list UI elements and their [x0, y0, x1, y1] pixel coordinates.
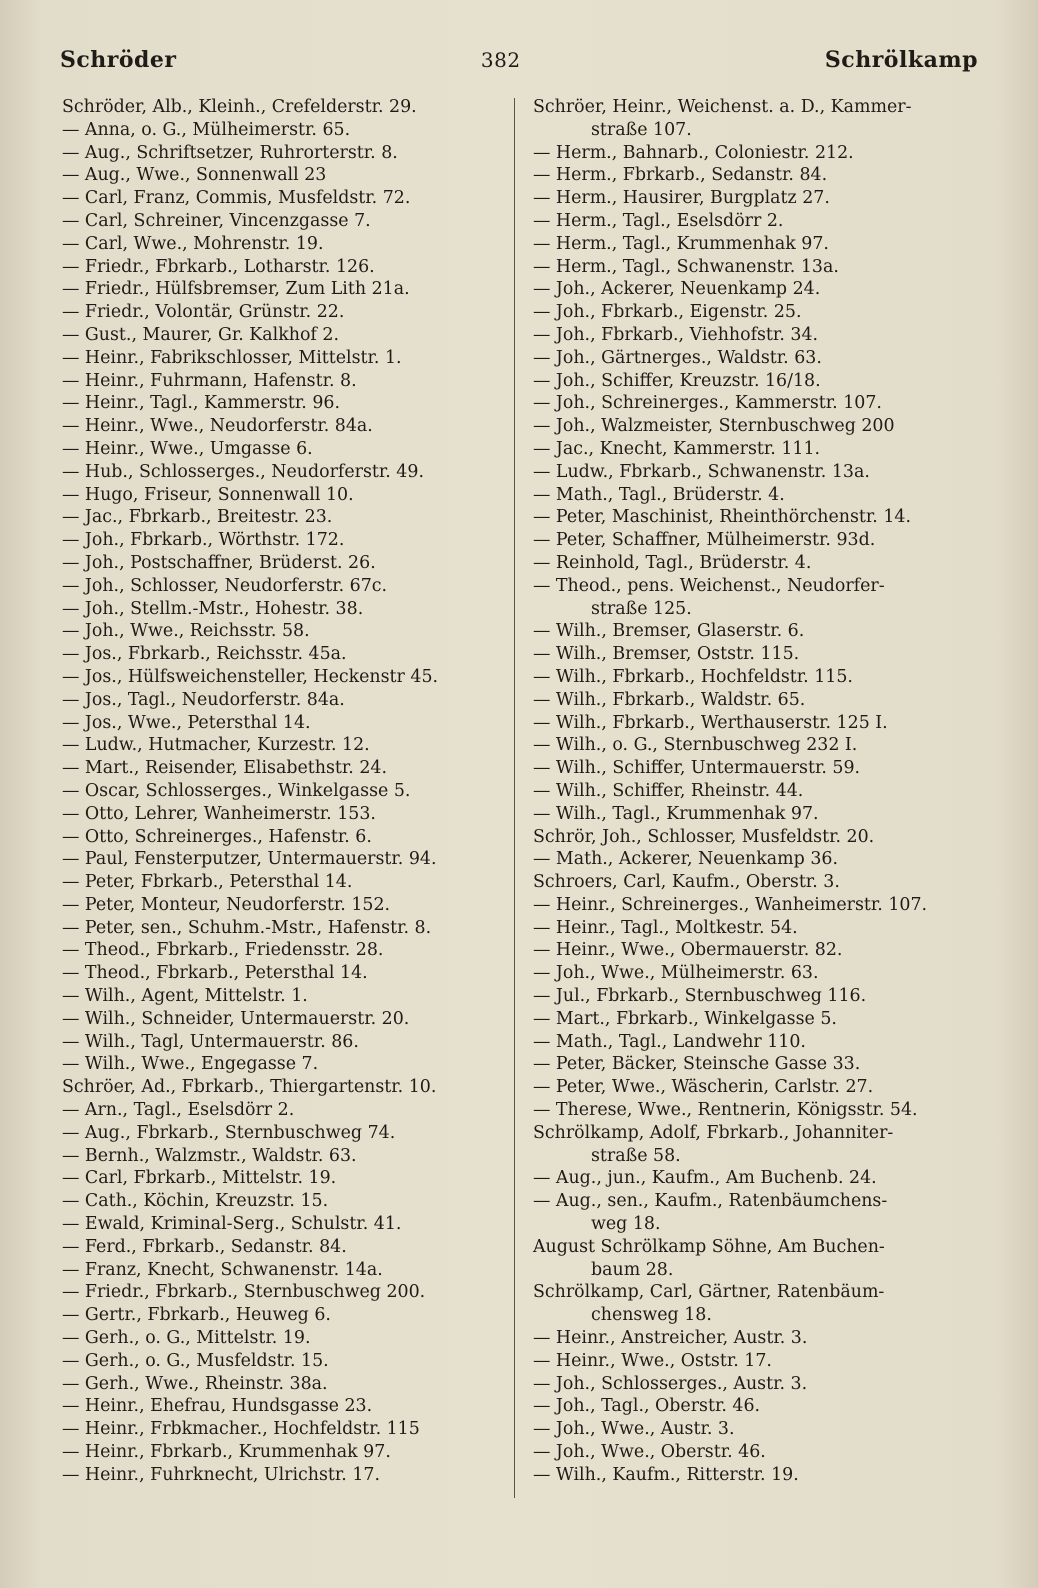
directory-entry: — Mart., Reisender, Elisabethstr. 24. [62, 758, 387, 779]
directory-entry: — Ewald, Kriminal-Serg., Schulstr. 41. [62, 1214, 402, 1235]
directory-entry: — Heinr., Wwe., Umgasse 6. [62, 438, 313, 459]
directory-entry: — Joh., Fbrkarb., Viehhofstr. 34. [533, 324, 819, 345]
directory-entry: — Reinhold, Tagl., Brüderstr. 4. [533, 552, 812, 573]
directory-entry: — Gertr., Fbrkarb., Heuweg 6. [62, 1305, 331, 1326]
directory-entry: — Mart., Fbrkarb., Winkelgasse 5. [533, 1008, 837, 1029]
directory-entry: — Jos., Tagl., Neudorferstr. 84a. [62, 689, 345, 710]
directory-entry: — Herm., Hausirer, Burgplatz 27. [533, 188, 830, 209]
directory-entry: — Aug., jun., Kaufm., Am Buchenb. 24. [533, 1168, 877, 1189]
directory-entry: — Herm., Tagl., Eselsdörr 2. [533, 210, 784, 231]
directory-entry-continuation: straße 125. [591, 598, 692, 619]
directory-entry: — Aug., Schriftsetzer, Ruhrorterstr. 8. [62, 142, 398, 163]
directory-entry: — Joh., Tagl., Oberstr. 46. [533, 1396, 761, 1417]
directory-entry: — Theod., pens. Weichenst., Neudorfer- [533, 575, 885, 596]
directory-entry: — Heinr., Fuhrmann, Hafenstr. 8. [62, 370, 357, 391]
directory-entry: — Joh., Schlosser, Neudorferstr. 67c. [62, 575, 388, 596]
directory-entry: — Friedr., Hülfsbremser, Zum Lith 21a. [62, 279, 410, 300]
directory-entry: — Herm., Tagl., Schwanenstr. 13a. [533, 256, 839, 277]
directory-entry: — Joh., Fbrkarb., Eigenstr. 25. [533, 302, 802, 323]
directory-entry: — Gust., Maurer, Gr. Kalkhof 2. [62, 324, 339, 345]
directory-entry: — Otto, Lehrer, Wanheimerstr. 153. [62, 803, 376, 824]
directory-entry: — Heinr., Tagl., Kammerstr. 96. [62, 393, 340, 414]
directory-entry: — Anna, o. G., Mülheimerstr. 65. [62, 119, 351, 140]
directory-entry: — Otto, Schreinerges., Hafenstr. 6. [62, 826, 372, 847]
directory-entry: — Peter, Wwe., Wäscherin, Carlstr. 27. [533, 1077, 874, 1098]
directory-entry: — Joh., Gärtnerges., Waldstr. 63. [533, 347, 822, 368]
directory-entry: — Peter, Maschinist, Rheinthörchenstr. 14. [533, 507, 911, 528]
directory-entry: — Hugo, Friseur, Sonnenwall 10. [62, 484, 354, 505]
directory-entry: — Wilh., Schneider, Untermauerstr. 20. [62, 1008, 410, 1029]
page-number: 382 [480, 48, 521, 72]
directory-entry: — Wilh., Fbrkarb., Werthauserstr. 125 I. [533, 712, 888, 733]
directory-entry: Schröer, Heinr., Weichenst. a. D., Kammer- [533, 97, 912, 117]
directory-entry: Schrör, Joh., Schlosser, Musfeldstr. 20. [533, 826, 875, 847]
header-right-keyword: Schrölkamp [824, 47, 978, 73]
directory-entry: — Joh., Schiffer, Kreuzstr. 16/18. [533, 370, 821, 391]
directory-entry: — Jos., Hülfsweichensteller, Heckenstr 45. [62, 666, 439, 687]
directory-entry: — Jos., Wwe., Petersthal 14. [62, 712, 311, 733]
directory-entry: — Heinr., Fbrkarb., Krummenhak 97. [62, 1442, 391, 1463]
directory-entry: — Cath., Köchin, Kreuzstr. 15. [62, 1191, 329, 1212]
directory-entry: — Peter, Fbrkarb., Petersthal 14. [62, 872, 353, 893]
directory-entry: — Joh., Wwe., Austr. 3. [533, 1419, 735, 1440]
directory-entry: — Heinr., Fabrikschlosser, Mittelstr. 1. [62, 347, 402, 368]
directory-entry-continuation: chensweg 18. [591, 1305, 712, 1326]
directory-entry: — Friedr., Volontär, Grünstr. 22. [62, 302, 345, 323]
directory-entry: — Carl, Franz, Commis, Musfeldstr. 72. [62, 188, 411, 209]
directory-entry: — Aug., Wwe., Sonnenwall 23 [62, 165, 327, 186]
directory-entry: — Gerh., Wwe., Rheinstr. 38a. [62, 1373, 328, 1394]
directory-entry: — Theod., Fbrkarb., Friedensstr. 28. [62, 940, 384, 961]
directory-entry: — Wilh., Bremser, Glaserstr. 6. [533, 621, 805, 642]
directory-entry: — Joh., Wwe., Reichsstr. 58. [62, 621, 310, 642]
directory-entry: — Ferd., Fbrkarb., Sedanstr. 84. [62, 1236, 347, 1257]
directory-entry: — Carl, Fbrkarb., Mittelstr. 19. [62, 1168, 337, 1189]
directory-entry: — Joh., Wwe., Oberstr. 46. [533, 1442, 766, 1463]
directory-entry: — Jos., Fbrkarb., Reichsstr. 45a. [62, 644, 347, 665]
column-divider [514, 98, 515, 1498]
directory-entry: — Carl, Schreiner, Vincenzgasse 7. [62, 210, 371, 231]
directory-entry: — Jac., Fbrkarb., Breitestr. 23. [62, 507, 333, 528]
directory-entry: — Arn., Tagl., Eselsdörr 2. [62, 1100, 295, 1121]
directory-entry: — Wilh., Kaufm., Ritterstr. 19. [533, 1464, 799, 1485]
directory-entry: — Bernh., Walzmstr., Waldstr. 63. [62, 1145, 357, 1166]
directory-entry: — Heinr., Wwe., Oststr. 17. [533, 1350, 772, 1371]
directory-entry: — Heinr., Fuhrknecht, Ulrichstr. 17. [62, 1464, 380, 1485]
directory-entry: — Franz, Knecht, Schwanenstr. 14a. [62, 1259, 383, 1280]
directory-entry: — Math., Tagl., Landwehr 110. [533, 1031, 806, 1052]
columns [62, 96, 990, 1498]
directory-entry: — Friedr., Fbrkarb., Sternbuschweg 200. [62, 1282, 426, 1303]
directory-entry: — Joh., Wwe., Mülheimerstr. 63. [533, 963, 819, 984]
directory-entry: August Schrölkamp Söhne, Am Buchen- [533, 1236, 885, 1257]
directory-entry-continuation: straße 58. [591, 1145, 681, 1166]
directory-entry: — Carl, Wwe., Mohrenstr. 19. [62, 233, 324, 254]
directory-entry: — Wilh., Fbrkarb., Waldstr. 65. [533, 689, 806, 710]
directory-entry: — Paul, Fensterputzer, Untermauerstr. 94. [62, 849, 437, 870]
directory-entry: Schröder, Alb., Kleinh., Crefelderstr. 29. [62, 97, 417, 117]
header-left-keyword: Schröder [60, 47, 177, 73]
directory-entry: — Heinr., Anstreicher, Austr. 3. [533, 1328, 808, 1349]
directory-entry: — Joh., Fbrkarb., Wörthstr. 172. [62, 530, 345, 551]
directory-entry: — Wilh., Bremser, Oststr. 115. [533, 644, 800, 665]
directory-entry: — Heinr., Ehefrau, Hundsgasse 23. [62, 1396, 373, 1417]
directory-entry: — Joh., Schlosserges., Austr. 3. [533, 1373, 808, 1394]
directory-entry: — Wilh., Schiffer, Rheinstr. 44. [533, 780, 804, 801]
directory-entry: — Aug., Fbrkarb., Sternbuschweg 74. [62, 1122, 396, 1143]
directory-entry: — Herm., Bahnarb., Coloniestr. 212. [533, 142, 854, 163]
directory-entry: — Friedr., Fbrkarb., Lotharstr. 126. [62, 256, 375, 277]
directory-entry: — Theod., Fbrkarb., Petersthal 14. [62, 963, 368, 984]
directory-entry: — Wilh., Wwe., Engegasse 7. [62, 1054, 319, 1075]
directory-entry: — Aug., sen., Kaufm., Ratenbäumchens- [533, 1191, 888, 1212]
directory-entry: — Wilh., Agent, Mittelstr. 1. [62, 986, 308, 1007]
directory-entry: — Wilh., o. G., Sternbuschweg 232 I. [533, 735, 858, 756]
directory-entry: — Joh., Postschaffner, Brüderst. 26. [62, 552, 376, 573]
directory-entry-continuation: baum 28. [591, 1259, 674, 1280]
directory-entry: — Ludw., Fbrkarb., Schwanenstr. 13a. [533, 461, 870, 482]
directory-entry: — Joh., Schreinerges., Kammerstr. 107. [533, 393, 882, 414]
directory-entry: — Math., Tagl., Brüderstr. 4. [533, 484, 785, 505]
directory-entry: — Gerh., o. G., Mittelstr. 19. [62, 1328, 311, 1349]
directory-entry: — Heinr., Schreinerges., Wanheimerstr. 107. [533, 894, 928, 915]
directory-entry: — Joh., Walzmeister, Sternbuschweg 200 [533, 416, 895, 437]
directory-entry-continuation: weg 18. [591, 1214, 661, 1235]
directory-entry: — Heinr., Tagl., Moltkestr. 54. [533, 917, 798, 938]
directory-entry: — Therese, Wwe., Rentnerin, Königsstr. 54. [533, 1100, 918, 1121]
directory-entry: Schrölkamp, Adolf, Fbrkarb., Johanniter- [533, 1122, 894, 1143]
directory-entry: Schroers, Carl, Kaufm., Oberstr. 3. [533, 872, 840, 893]
directory-entry: — Wilh., Tagl., Krummenhak 97. [533, 803, 819, 824]
directory-entry: — Peter, sen., Schuhm.-Mstr., Hafenstr. 8. [62, 917, 432, 938]
directory-entry: — Heinr., Frbkmacher., Hochfeldstr. 115 [62, 1419, 420, 1440]
directory-entry: — Jac., Knecht, Kammerstr. 111. [533, 438, 821, 459]
directory-entry: — Joh., Stellm.-Mstr., Hohestr. 38. [62, 598, 364, 619]
page-header [60, 42, 978, 78]
directory-entry: — Ludw., Hutmacher, Kurzestr. 12. [62, 735, 370, 756]
directory-entry: — Hub., Schlosserges., Neudorferstr. 49. [62, 461, 424, 482]
directory-entry: Schrölkamp, Carl, Gärtner, Ratenbäum- [533, 1282, 885, 1303]
directory-entry: — Peter, Bäcker, Steinsche Gasse 33. [533, 1054, 861, 1075]
directory-entry: — Heinr., Wwe., Neudorferstr. 84a. [62, 416, 373, 437]
directory-entry: — Gerh., o. G., Musfeldstr. 15. [62, 1350, 329, 1371]
directory-entry: — Wilh., Fbrkarb., Hochfeldstr. 115. [533, 666, 853, 687]
directory-entry: — Jul., Fbrkarb., Sternbuschweg 116. [533, 986, 867, 1007]
directory-entry: — Peter, Monteur, Neudorferstr. 152. [62, 894, 391, 915]
directory-entry: Schröer, Ad., Fbrkarb., Thiergartenstr. 10. [62, 1077, 437, 1098]
directory-entry-continuation: straße 107. [591, 119, 692, 140]
directory-entry: — Herm., Tagl., Krummenhak 97. [533, 233, 829, 254]
directory-entry: — Math., Ackerer, Neuenkamp 36. [533, 849, 838, 870]
directory-entry: — Peter, Schaffner, Mülheimerstr. 93d. [533, 530, 876, 551]
directory-entry: — Heinr., Wwe., Obermauerstr. 82. [533, 940, 843, 961]
directory-entry: — Joh., Ackerer, Neuenkamp 24. [533, 279, 821, 300]
directory-entry: — Wilh., Tagl, Untermauerstr. 86. [62, 1031, 359, 1052]
directory-entry: — Herm., Fbrkarb., Sedanstr. 84. [533, 165, 828, 186]
directory-entry: — Oscar, Schlosserges., Winkelgasse 5. [62, 780, 411, 801]
directory-entry: — Wilh., Schiffer, Untermauerstr. 59. [533, 758, 861, 779]
left-column [62, 96, 514, 1498]
right-column [519, 96, 973, 1498]
